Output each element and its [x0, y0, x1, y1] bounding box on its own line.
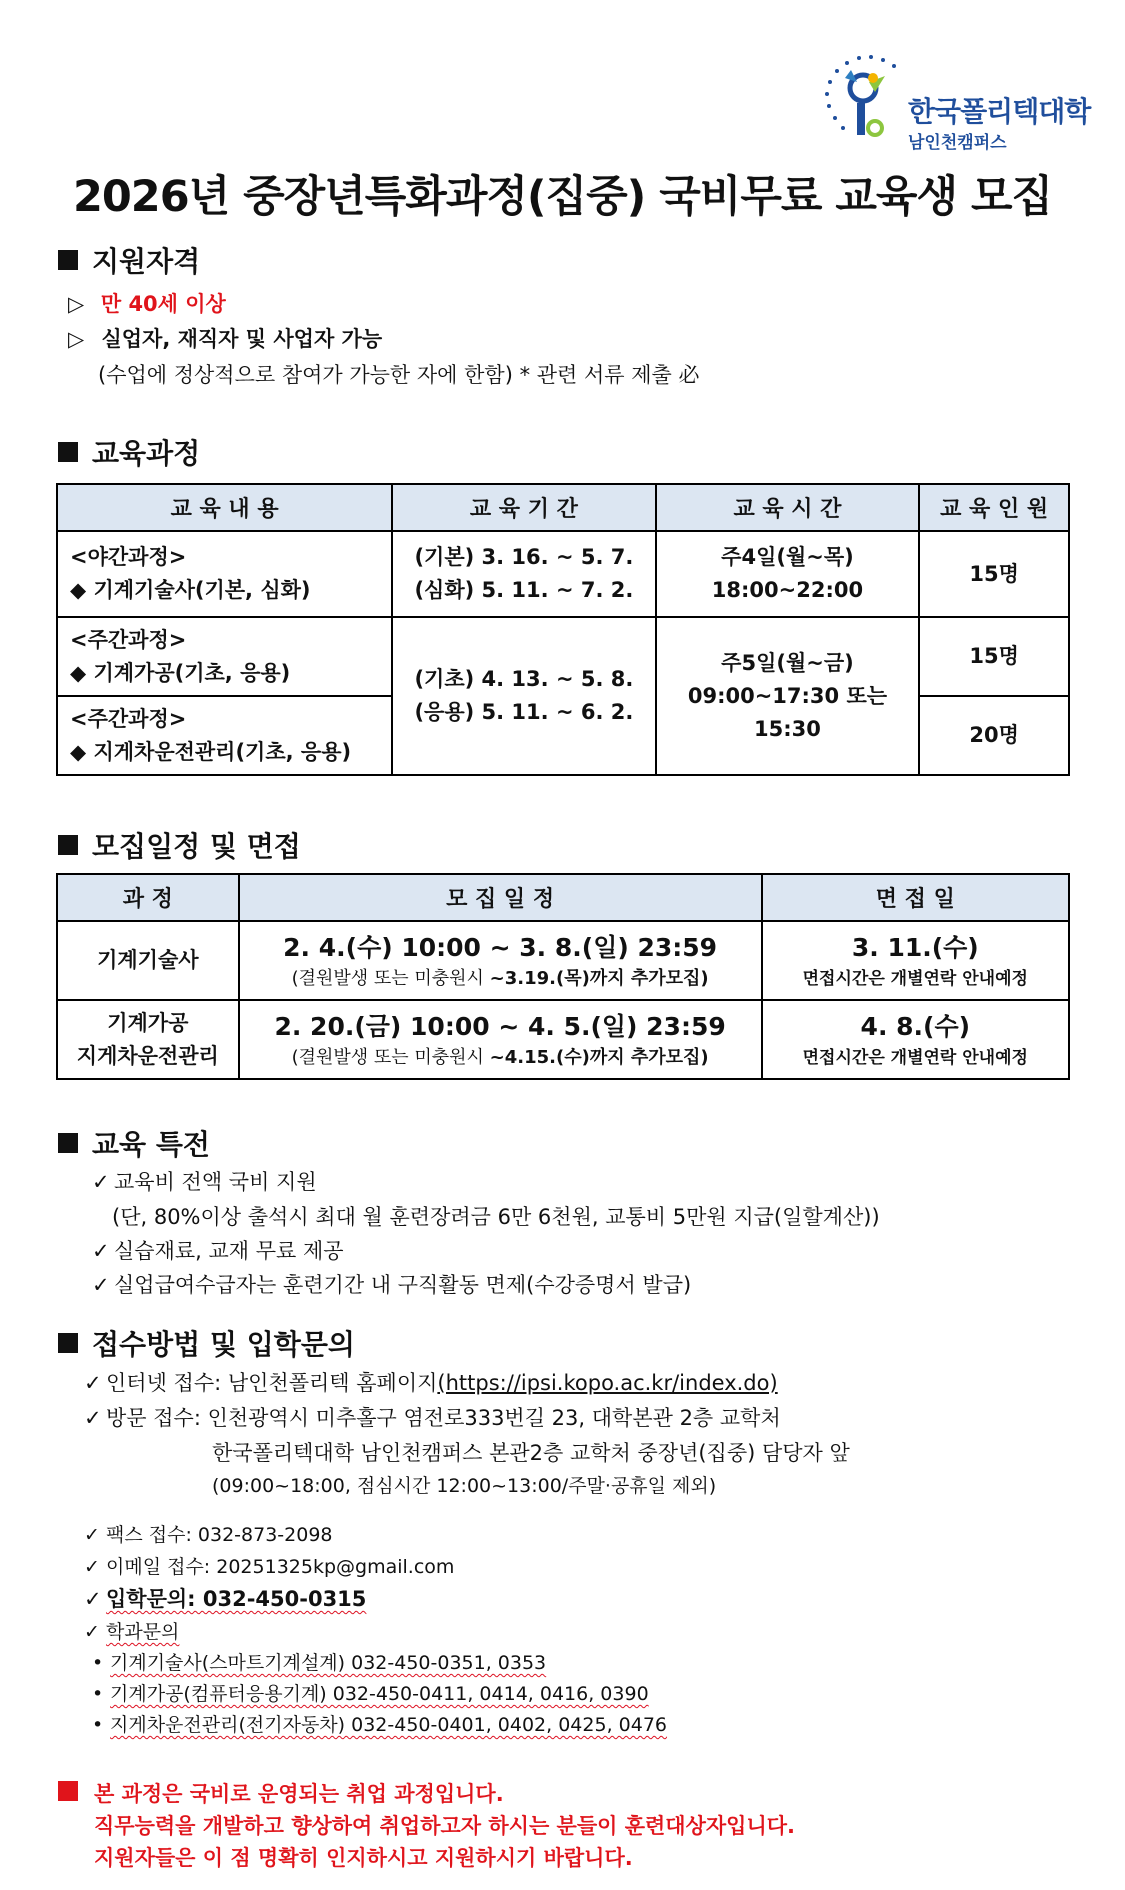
table-row	[57, 921, 1069, 1000]
benefit-item: ✓ 실업급여수급자는 훈련기간 내 구직활동 면제(수강증명서 발급)	[92, 1273, 692, 1297]
count-cell: 15명	[919, 531, 1069, 617]
section-heading-qualification: 지원자격	[58, 240, 200, 280]
benefit-note: (단, 80%이상 출석시 최대 월 훈련장려금 6만 6천원, 교통비 5만원 지급(일할계산))	[112, 1205, 880, 1229]
dept-item: • 기계가공(컴퓨터응용기계) 032-450-0411, 0414, 0416, 0390	[92, 1683, 649, 1705]
dept-item: • 기계기술사(스마트기계설계) 032-450-0351, 0353	[92, 1652, 547, 1674]
check-icon: ✓	[84, 1621, 100, 1643]
apply-email: ✓ 이메일 접수: 20251325kp@gmail.com	[84, 1556, 455, 1578]
schedule-period-cell: 2. 20.(금) 10:00 ~ 4. 5.(일) 23:59 (결원발생 또는 미충원시 ~4.15.(수)까지 추가모집)	[239, 1000, 762, 1079]
count-cell: 15명	[919, 617, 1069, 696]
check-icon: ✓	[92, 1239, 110, 1263]
bullet-icon: •	[92, 1683, 104, 1705]
schedule-course-cell: 기계가공 지게차운전관리	[57, 1000, 239, 1079]
check-icon: ✓	[84, 1587, 102, 1611]
apply-website-link[interactable]: (https://ipsi.kopo.ac.kr/index.do)	[437, 1371, 778, 1395]
courses-header-time: 교 육 시 간	[656, 484, 920, 531]
time-cell: 주5일(월~금) 09:00~17:30 또는 15:30	[656, 617, 920, 775]
courses-table	[56, 483, 1070, 776]
section-heading-schedule: 모집일정 및 면접	[58, 825, 301, 865]
dept-inquiry-heading: ✓ 학과문의	[84, 1621, 180, 1643]
schedule-course-cell: 기계기술사	[57, 921, 239, 1000]
logo-college-name: 한국폴리텍대학	[908, 95, 1091, 128]
college-logo	[815, 48, 1095, 153]
check-icon: ✓	[84, 1371, 102, 1395]
course-cell: <주간과정> ◆ 지게차운전관리(기초, 응용)	[57, 696, 392, 775]
courses-header-period: 교 육 기 간	[392, 484, 655, 531]
notice-line-1: 본 과정은 국비로 운영되는 취업 과정입니다.	[94, 1782, 504, 1806]
period-cell: (기본) 3. 16. ~ 5. 7. (심화) 5. 11. ~ 7. 2.	[392, 531, 655, 617]
red-square-icon	[58, 1781, 78, 1801]
logo-campus-name: 남인천캠퍼스	[908, 133, 1007, 153]
qualification-status: ▷ 실업자, 재직자 및 사업자 가능	[68, 327, 383, 351]
courses-header-content: 교 육 내 용	[57, 484, 392, 531]
schedule-header-period: 모 집 일 정	[239, 874, 762, 921]
check-icon: ✓	[92, 1170, 110, 1194]
table-row	[57, 531, 1069, 617]
bullet-icon: •	[92, 1714, 104, 1736]
square-bullet-icon	[58, 1333, 78, 1353]
count-cell: 20명	[919, 696, 1069, 775]
benefit-item: ✓ 실습재료, 교재 무료 제공	[92, 1239, 344, 1263]
bullet-icon: •	[92, 1652, 104, 1674]
check-icon: ✓	[84, 1406, 102, 1430]
section-heading-apply: 접수방법 및 입학문의	[58, 1323, 355, 1363]
apply-visit-hours: (09:00~18:00, 점심시간 12:00~13:00/주말·공휴일 제외)	[212, 1475, 717, 1497]
check-icon: ✓	[84, 1524, 100, 1546]
section-heading-benefits: 교육 특전	[58, 1123, 210, 1163]
benefit-item: ✓ 교육비 전액 국비 지원	[92, 1170, 317, 1194]
apply-internet: ✓ 인터넷 접수: 남인천폴리텍 홈페이지(https://ipsi.kopo.ac.kr/index.do)	[84, 1371, 778, 1395]
qualification-age: ▷ 만 40세 이상	[68, 292, 226, 316]
schedule-period-cell: 2. 4.(수) 10:00 ~ 3. 8.(일) 23:59 (결원발생 또는 미충원시 ~3.19.(목)까지 추가모집)	[239, 921, 762, 1000]
schedule-table	[56, 873, 1070, 1080]
course-cell: <주간과정> ◆ 기계가공(기초, 응용)	[57, 617, 392, 696]
section-heading-courses: 교육과정	[58, 432, 200, 472]
square-bullet-icon	[58, 442, 78, 462]
notice-line-3: 지원자들은 이 점 명확히 인지하시고 지원하시기 바랍니다.	[94, 1846, 633, 1870]
notice-line-2: 직무능력을 개발하고 향상하여 취업하고자 하시는 분들이 훈련대상자입니다.	[94, 1814, 795, 1838]
course-cell: <야간과정> ◆ 기계기술사(기본, 심화)	[57, 531, 392, 617]
time-cell: 주4일(월~목) 18:00~22:00	[656, 531, 920, 617]
square-bullet-icon	[58, 1133, 78, 1153]
page-title: 2026년 중장년특화과정(집중) 국비무료 교육생 모집	[72, 172, 1053, 222]
admission-inquiry: ✓ 입학문의: 032-450-0315	[84, 1587, 367, 1611]
apply-visit-detail: 한국폴리텍대학 남인천캠퍼스 본관2층 교학처 중장년(집중) 담당자 앞	[212, 1441, 850, 1465]
apply-fax: ✓ 팩스 접수: 032-873-2098	[84, 1524, 333, 1546]
schedule-header-interview: 면 접 일	[762, 874, 1069, 921]
courses-header-count: 교 육 인 원	[919, 484, 1069, 531]
schedule-interview-cell: 4. 8.(수) 면접시간은 개별연락 안내예정	[762, 1000, 1069, 1079]
table-row	[57, 617, 1069, 696]
apply-visit: ✓ 방문 접수: 인천광역시 미추홀구 염전로333번길 23, 대학본관 2층 교학처	[84, 1406, 781, 1430]
schedule-interview-cell: 3. 11.(수) 면접시간은 개별연락 안내예정	[762, 921, 1069, 1000]
schedule-header-course: 과 정	[57, 874, 239, 921]
qualification-note: (수업에 정상적으로 참여가 가능한 자에 한함) * 관련 서류 제출 必	[98, 363, 700, 387]
check-icon: ✓	[84, 1556, 100, 1578]
period-cell: (기초) 4. 13. ~ 5. 8. (응용) 5. 11. ~ 6. 2.	[392, 617, 655, 775]
dept-item: • 지게차운전관리(전기자동차) 032-450-0401, 0402, 0425, 0476	[92, 1714, 668, 1736]
table-row	[57, 1000, 1069, 1079]
triangle-marker-icon: ▷	[68, 292, 85, 316]
check-icon: ✓	[92, 1273, 110, 1297]
triangle-marker-icon: ▷	[68, 327, 85, 351]
square-bullet-icon	[58, 250, 78, 270]
square-bullet-icon	[58, 835, 78, 855]
logo-emblem-icon	[815, 48, 910, 148]
